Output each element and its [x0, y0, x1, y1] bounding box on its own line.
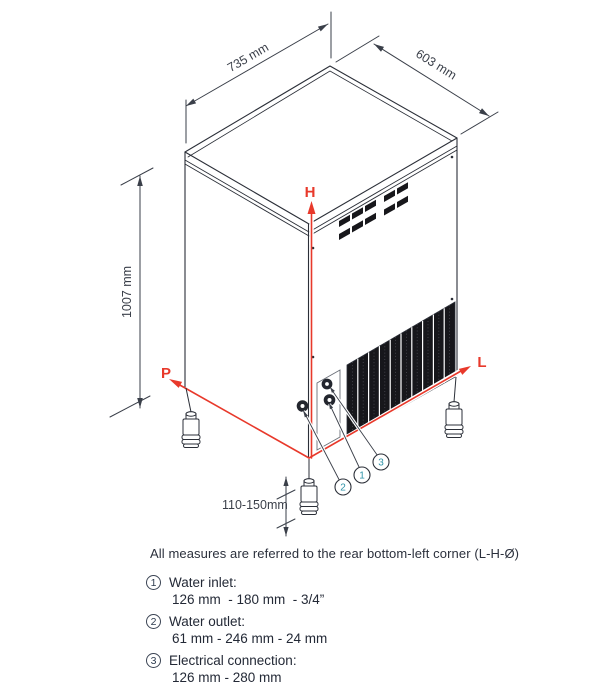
legend-item-electrical	[146, 653, 327, 685]
legend-title: Water outlet:	[169, 614, 246, 629]
height-dimension-label: 1007 mm	[120, 265, 134, 319]
width-dimension-label: 603 mm	[413, 46, 459, 83]
reference-note: All measures are referred to the rear bottom-left corner (L-H-Ø)	[150, 546, 520, 561]
callout-3-number: 3	[378, 457, 384, 469]
legend-title: Electrical connection:	[169, 653, 297, 668]
callout-2-number: 2	[340, 482, 346, 494]
legend-number-badge	[146, 614, 161, 629]
callout-bubble-3	[373, 454, 389, 470]
foot-range-label: 110-150	[222, 498, 267, 512]
legend-title: Water inlet:	[169, 575, 237, 590]
foot-range-unit-label: mm	[267, 498, 288, 512]
legend-number: 3	[150, 654, 157, 667]
legend-value: 126 mm - 280 mm	[172, 670, 282, 685]
foot-front	[300, 479, 318, 515]
callout-1-number: 1	[359, 470, 365, 482]
legend-number: 1	[150, 576, 157, 589]
foot-rear-left	[182, 412, 200, 448]
axis-l-label: L	[477, 354, 487, 371]
legend-value: 126 mm - 180 mm - 3/4”	[172, 592, 325, 607]
depth-dimension-label: 735 mm	[224, 40, 272, 75]
legend-number-badge	[146, 575, 161, 590]
axis-h-label: H	[304, 184, 316, 201]
connections-legend	[146, 575, 327, 692]
legend-item-water-inlet	[146, 575, 327, 607]
axis-l-arrowhead	[459, 366, 471, 375]
callout-bubble-1	[354, 467, 370, 483]
legend-value: 61 mm - 246 mm - 24 mm	[172, 631, 328, 646]
legend-number: 2	[150, 615, 157, 628]
callout-bubble-2	[335, 479, 351, 495]
legend-item-water-outlet	[146, 614, 327, 646]
foot-rear-right	[445, 402, 463, 438]
axis-p-label: P	[160, 365, 172, 382]
legend-number-badge	[146, 653, 161, 668]
water-outlet-fitting	[297, 400, 309, 412]
